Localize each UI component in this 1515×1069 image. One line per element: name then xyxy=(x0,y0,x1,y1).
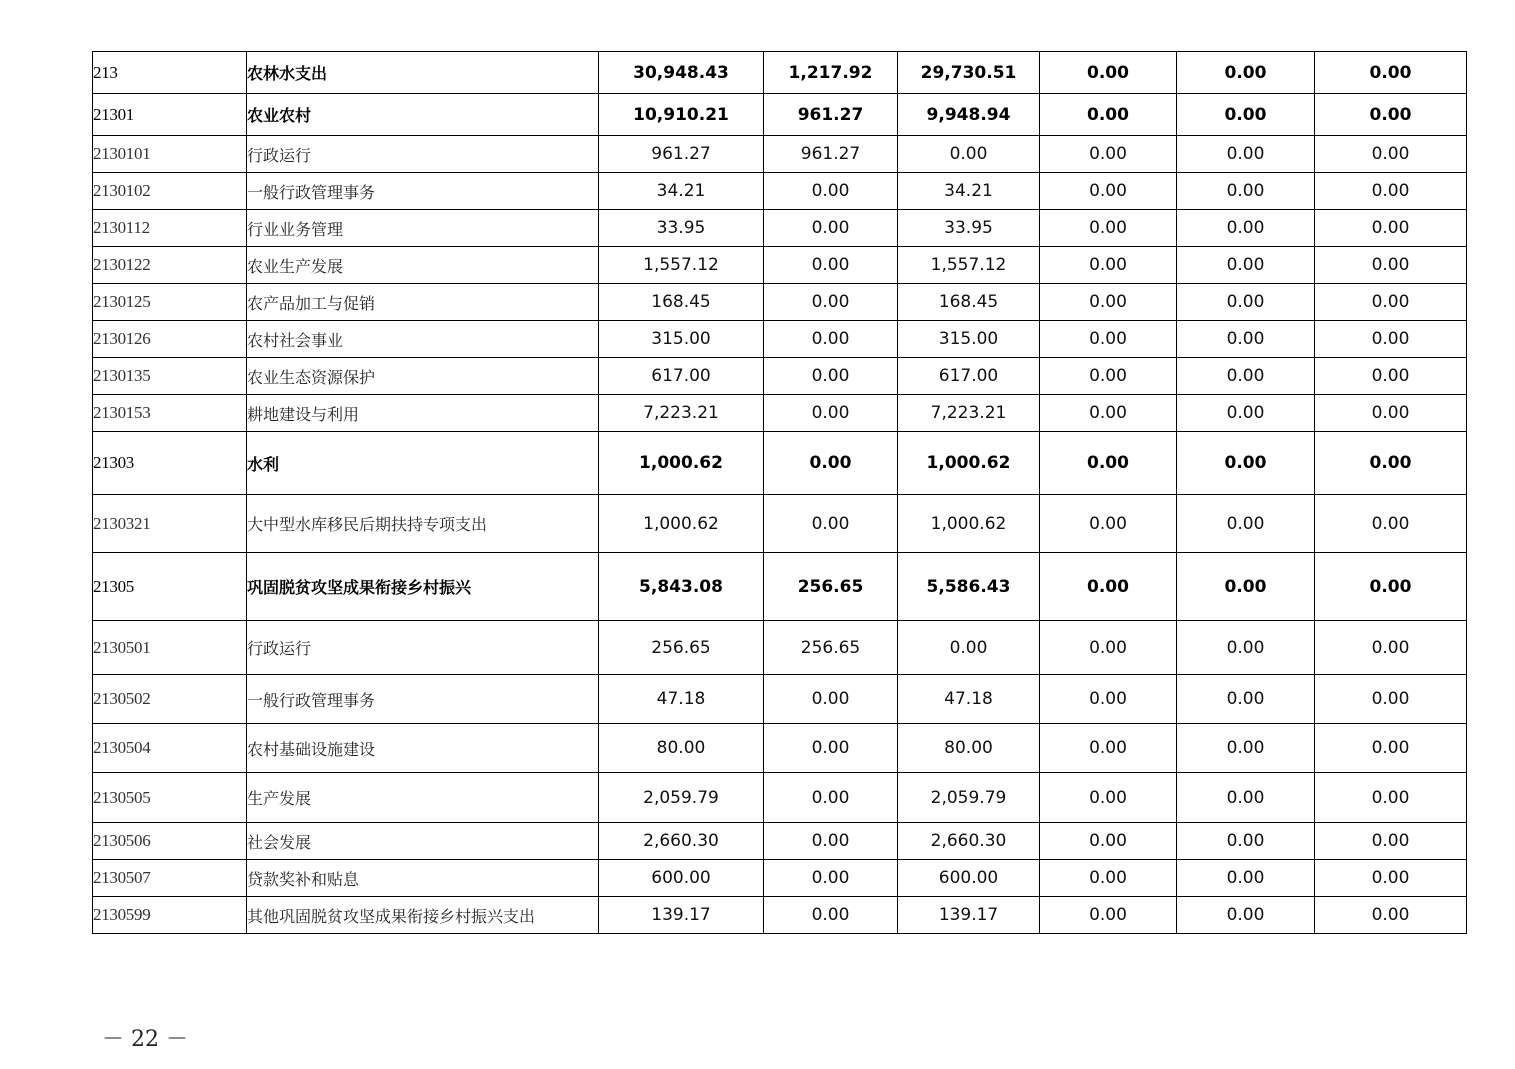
amount-cell: 0.00 xyxy=(1315,284,1467,321)
amount-cell: 0.00 xyxy=(1177,675,1315,724)
amount-cell: 0.00 xyxy=(764,284,898,321)
amount-cell: 0.00 xyxy=(1315,823,1467,860)
amount-cell: 0.00 xyxy=(1177,432,1315,495)
table-row xyxy=(93,823,1467,860)
table-row xyxy=(93,860,1467,897)
amount-cell: 47.18 xyxy=(898,675,1040,724)
subject-name-cell: 农业生产发展 xyxy=(247,247,599,284)
amount-cell: 7,223.21 xyxy=(898,395,1040,432)
amount-cell: 33.95 xyxy=(898,210,1040,247)
subject-name-cell: 一般行政管理事务 xyxy=(247,675,599,724)
amount-cell: 0.00 xyxy=(1040,621,1177,675)
subject-code-cell: 2130135 xyxy=(93,358,247,395)
subject-name-cell: 行政运行 xyxy=(247,136,599,173)
amount-cell: 0.00 xyxy=(1177,621,1315,675)
subject-name-cell: 大中型水库移民后期扶持专项支出 xyxy=(247,495,599,553)
amount-cell: 256.65 xyxy=(764,553,898,621)
table-row xyxy=(93,897,1467,934)
subject-name-cell: 巩固脱贫攻坚成果衔接乡村振兴 xyxy=(247,553,599,621)
subject-code-cell: 2130102 xyxy=(93,173,247,210)
amount-cell: 0.00 xyxy=(1040,553,1177,621)
subject-name-cell: 行政运行 xyxy=(247,621,599,675)
amount-cell: 0.00 xyxy=(1040,495,1177,553)
amount-cell: 0.00 xyxy=(764,173,898,210)
amount-cell: 0.00 xyxy=(1177,553,1315,621)
amount-cell: 0.00 xyxy=(1177,136,1315,173)
amount-cell: 0.00 xyxy=(1177,94,1315,136)
subject-name-cell: 农业生态资源保护 xyxy=(247,358,599,395)
amount-cell: 139.17 xyxy=(599,897,764,934)
amount-cell: 0.00 xyxy=(1315,724,1467,773)
subject-name-cell: 一般行政管理事务 xyxy=(247,173,599,210)
amount-cell: 168.45 xyxy=(898,284,1040,321)
subject-code-cell: 2130153 xyxy=(93,395,247,432)
amount-cell: 600.00 xyxy=(898,860,1040,897)
amount-cell: 0.00 xyxy=(764,358,898,395)
amount-cell: 5,843.08 xyxy=(599,553,764,621)
table-row xyxy=(93,432,1467,495)
subject-code-cell: 2130126 xyxy=(93,321,247,358)
amount-cell: 0.00 xyxy=(1177,495,1315,553)
amount-cell: 1,000.62 xyxy=(599,495,764,553)
table-row xyxy=(93,358,1467,395)
amount-cell: 0.00 xyxy=(1315,675,1467,724)
table-row xyxy=(93,52,1467,94)
amount-cell: 0.00 xyxy=(1177,724,1315,773)
amount-cell: 0.00 xyxy=(1315,773,1467,823)
amount-cell: 0.00 xyxy=(1315,553,1467,621)
amount-cell: 168.45 xyxy=(599,284,764,321)
subject-code-cell: 2130505 xyxy=(93,773,247,823)
amount-cell: 0.00 xyxy=(1040,136,1177,173)
amount-cell: 1,000.62 xyxy=(898,432,1040,495)
subject-code-cell: 2130321 xyxy=(93,495,247,553)
amount-cell: 34.21 xyxy=(898,173,1040,210)
amount-cell: 1,000.62 xyxy=(898,495,1040,553)
table-row xyxy=(93,284,1467,321)
amount-cell: 0.00 xyxy=(1315,173,1467,210)
budget-table xyxy=(92,51,1467,934)
table-row xyxy=(93,94,1467,136)
amount-cell: 961.27 xyxy=(599,136,764,173)
amount-cell: 1,557.12 xyxy=(898,247,1040,284)
amount-cell: 0.00 xyxy=(1315,358,1467,395)
amount-cell: 0.00 xyxy=(764,860,898,897)
amount-cell: 0.00 xyxy=(1040,675,1177,724)
table-row xyxy=(93,553,1467,621)
subject-code-cell: 2130599 xyxy=(93,897,247,934)
table-row xyxy=(93,621,1467,675)
amount-cell: 0.00 xyxy=(1040,897,1177,934)
amount-cell: 0.00 xyxy=(898,136,1040,173)
amount-cell: 0.00 xyxy=(1040,860,1177,897)
amount-cell: 0.00 xyxy=(1315,247,1467,284)
amount-cell: 47.18 xyxy=(599,675,764,724)
table-row xyxy=(93,247,1467,284)
amount-cell: 0.00 xyxy=(1177,321,1315,358)
amount-cell: 256.65 xyxy=(599,621,764,675)
amount-cell: 80.00 xyxy=(898,724,1040,773)
amount-cell: 0.00 xyxy=(1315,136,1467,173)
amount-cell: 33.95 xyxy=(599,210,764,247)
amount-cell: 0.00 xyxy=(1040,432,1177,495)
amount-cell: 0.00 xyxy=(764,675,898,724)
subject-name-cell: 农产品加工与促销 xyxy=(247,284,599,321)
amount-cell: 0.00 xyxy=(764,395,898,432)
subject-code-cell: 2130507 xyxy=(93,860,247,897)
amount-cell: 1,000.62 xyxy=(599,432,764,495)
amount-cell: 617.00 xyxy=(599,358,764,395)
amount-cell: 0.00 xyxy=(1040,724,1177,773)
amount-cell: 0.00 xyxy=(764,823,898,860)
amount-cell: 0.00 xyxy=(764,432,898,495)
amount-cell: 0.00 xyxy=(1040,94,1177,136)
amount-cell: 0.00 xyxy=(1315,52,1467,94)
amount-cell: 0.00 xyxy=(764,897,898,934)
amount-cell: 2,660.30 xyxy=(599,823,764,860)
subject-name-cell: 农村基础设施建设 xyxy=(247,724,599,773)
table-row xyxy=(93,210,1467,247)
subject-name-cell: 耕地建设与利用 xyxy=(247,395,599,432)
amount-cell: 139.17 xyxy=(898,897,1040,934)
subject-name-cell: 行业业务管理 xyxy=(247,210,599,247)
table-row xyxy=(93,321,1467,358)
amount-cell: 29,730.51 xyxy=(898,52,1040,94)
amount-cell: 0.00 xyxy=(1040,247,1177,284)
amount-cell: 0.00 xyxy=(1040,358,1177,395)
amount-cell: 2,059.79 xyxy=(898,773,1040,823)
subject-code-cell: 21301 xyxy=(93,94,247,136)
amount-cell: 0.00 xyxy=(1177,210,1315,247)
amount-cell: 0.00 xyxy=(1177,823,1315,860)
subject-name-cell: 农业农村 xyxy=(247,94,599,136)
amount-cell: 0.00 xyxy=(764,321,898,358)
amount-cell: 0.00 xyxy=(898,621,1040,675)
amount-cell: 80.00 xyxy=(599,724,764,773)
amount-cell: 30,948.43 xyxy=(599,52,764,94)
amount-cell: 0.00 xyxy=(1040,823,1177,860)
amount-cell: 0.00 xyxy=(1040,284,1177,321)
amount-cell: 0.00 xyxy=(1040,173,1177,210)
amount-cell: 0.00 xyxy=(1315,210,1467,247)
amount-cell: 0.00 xyxy=(1177,773,1315,823)
subject-name-cell: 农村社会事业 xyxy=(247,321,599,358)
amount-cell: 7,223.21 xyxy=(599,395,764,432)
amount-cell: 0.00 xyxy=(1315,432,1467,495)
table-row xyxy=(93,773,1467,823)
amount-cell: 0.00 xyxy=(1177,897,1315,934)
amount-cell: 0.00 xyxy=(1177,358,1315,395)
subject-code-cell: 213 xyxy=(93,52,247,94)
subject-name-cell: 水利 xyxy=(247,432,599,495)
amount-cell: 1,557.12 xyxy=(599,247,764,284)
amount-cell: 0.00 xyxy=(764,247,898,284)
amount-cell: 0.00 xyxy=(1040,321,1177,358)
amount-cell: 0.00 xyxy=(1177,284,1315,321)
amount-cell: 0.00 xyxy=(1315,94,1467,136)
amount-cell: 0.00 xyxy=(1177,52,1315,94)
subject-name-cell: 社会发展 xyxy=(247,823,599,860)
amount-cell: 0.00 xyxy=(1177,247,1315,284)
amount-cell: 2,059.79 xyxy=(599,773,764,823)
amount-cell: 600.00 xyxy=(599,860,764,897)
amount-cell: 0.00 xyxy=(1040,52,1177,94)
amount-cell: 0.00 xyxy=(1315,321,1467,358)
table-row xyxy=(93,136,1467,173)
amount-cell: 0.00 xyxy=(1177,860,1315,897)
amount-cell: 0.00 xyxy=(1040,395,1177,432)
subject-code-cell: 2130502 xyxy=(93,675,247,724)
amount-cell: 0.00 xyxy=(1177,395,1315,432)
amount-cell: 0.00 xyxy=(1315,860,1467,897)
amount-cell: 0.00 xyxy=(1315,897,1467,934)
subject-code-cell: 21303 xyxy=(93,432,247,495)
amount-cell: 0.00 xyxy=(1040,773,1177,823)
subject-code-cell: 2130101 xyxy=(93,136,247,173)
subject-name-cell: 其他巩固脱贫攻坚成果衔接乡村振兴支出 xyxy=(247,897,599,934)
subject-code-cell: 2130125 xyxy=(93,284,247,321)
amount-cell: 0.00 xyxy=(1177,173,1315,210)
amount-cell: 0.00 xyxy=(1315,495,1467,553)
amount-cell: 5,586.43 xyxy=(898,553,1040,621)
amount-cell: 1,217.92 xyxy=(764,52,898,94)
amount-cell: 0.00 xyxy=(764,495,898,553)
amount-cell: 315.00 xyxy=(599,321,764,358)
amount-cell: 315.00 xyxy=(898,321,1040,358)
subject-code-cell: 2130506 xyxy=(93,823,247,860)
amount-cell: 34.21 xyxy=(599,173,764,210)
table-row xyxy=(93,395,1467,432)
table-row xyxy=(93,495,1467,553)
amount-cell: 0.00 xyxy=(1040,210,1177,247)
amount-cell: 0.00 xyxy=(764,210,898,247)
table-row xyxy=(93,173,1467,210)
amount-cell: 256.65 xyxy=(764,621,898,675)
subject-name-cell: 生产发展 xyxy=(247,773,599,823)
subject-code-cell: 21305 xyxy=(93,553,247,621)
amount-cell: 0.00 xyxy=(764,724,898,773)
amount-cell: 0.00 xyxy=(764,773,898,823)
subject-code-cell: 2130504 xyxy=(93,724,247,773)
amount-cell: 10,910.21 xyxy=(599,94,764,136)
subject-code-cell: 2130501 xyxy=(93,621,247,675)
page-number: － 22 － xyxy=(102,1027,188,1052)
amount-cell: 617.00 xyxy=(898,358,1040,395)
amount-cell: 961.27 xyxy=(764,94,898,136)
amount-cell: 0.00 xyxy=(1315,621,1467,675)
subject-name-cell: 贷款奖补和贴息 xyxy=(247,860,599,897)
table-row xyxy=(93,675,1467,724)
subject-name-cell: 农林水支出 xyxy=(247,52,599,94)
subject-code-cell: 2130122 xyxy=(93,247,247,284)
amount-cell: 0.00 xyxy=(1315,395,1467,432)
table-row xyxy=(93,724,1467,773)
amount-cell: 9,948.94 xyxy=(898,94,1040,136)
table-body xyxy=(93,52,1467,934)
subject-code-cell: 2130112 xyxy=(93,210,247,247)
amount-cell: 2,660.30 xyxy=(898,823,1040,860)
amount-cell: 961.27 xyxy=(764,136,898,173)
